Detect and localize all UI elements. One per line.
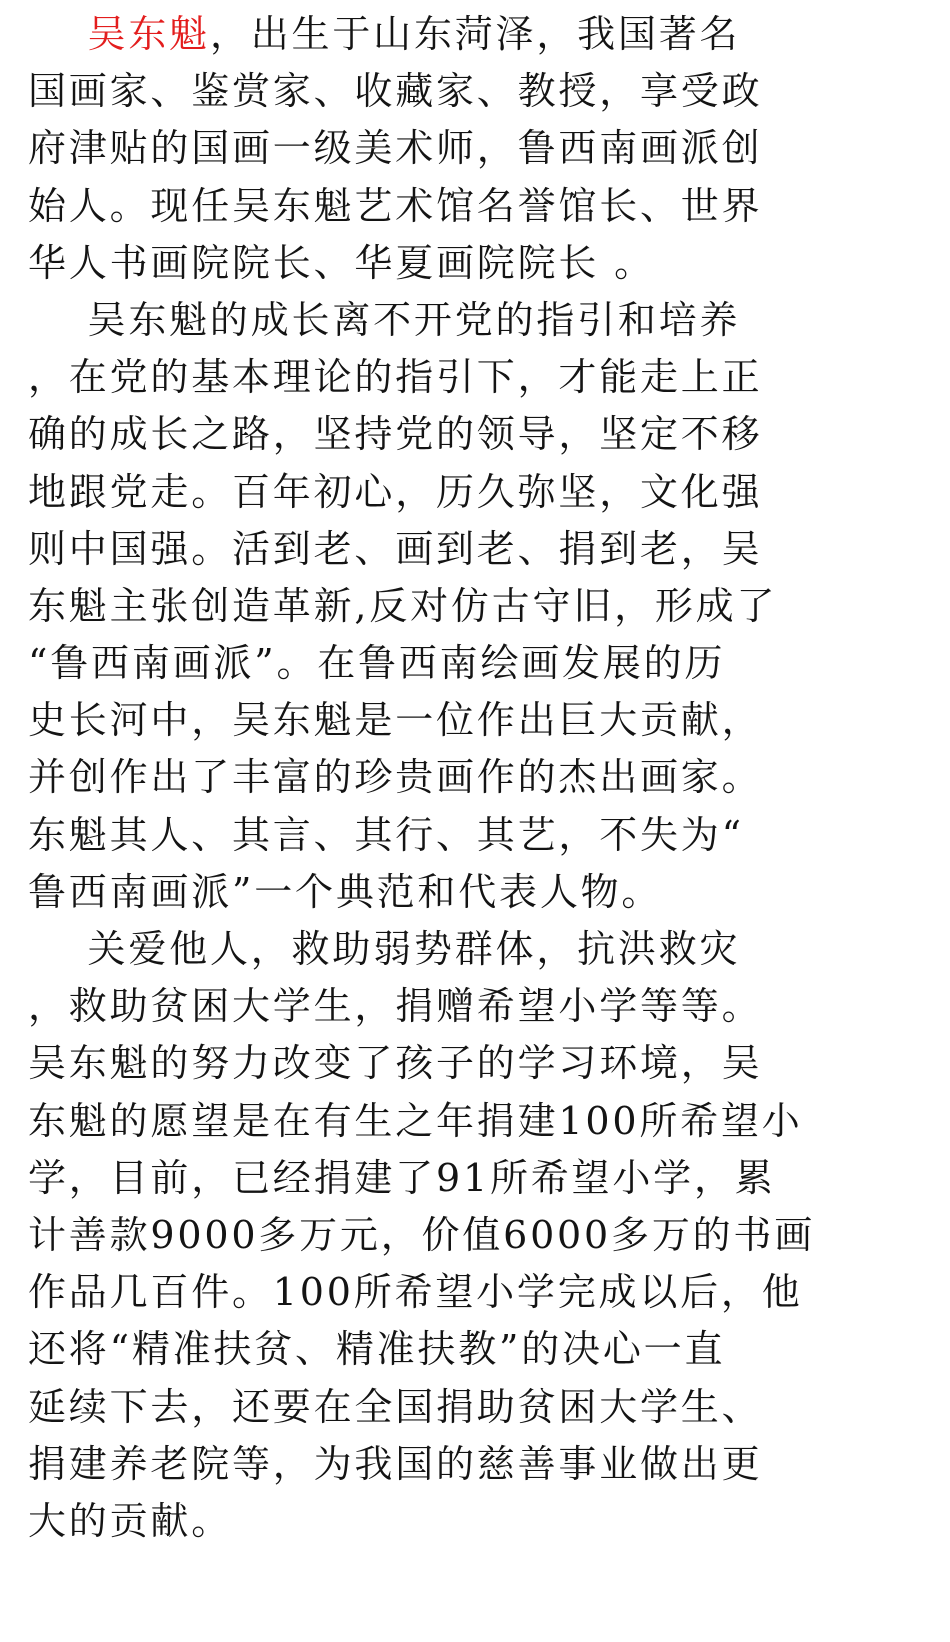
text-line-24: 还将“精准扶贫、精准扶教”的决心一直 <box>28 1327 726 1372</box>
text-line-6: 吴东魁的成长离不开党的指引和培养 <box>28 297 741 342</box>
text-line-4: 始人。现任吴东魁艺术馆名誉馆长、世界 <box>28 183 763 228</box>
text-line-9: 地跟党走。百年初心，历久弥坚，文化强 <box>28 469 763 514</box>
text-line-15: 东魁其人、其言、其行、其艺，不失为“ <box>28 812 744 857</box>
text-line-1 <box>28 6 930 63</box>
text-line-20: 东魁的愿望是在有生之年捐建100所希望小 <box>28 1098 803 1143</box>
text-line-14: 并创作出了丰富的珍贵画作的杰出画家。 <box>28 755 763 800</box>
text-line-19: 吴东魁的努力改变了孩子的学习环境，吴 <box>28 1041 763 1086</box>
text-line-25: 延续下去，还要在全国捐助贫困大学生、 <box>28 1384 763 1429</box>
text-line-16: 鲁西南画派”一个典范和代表人物。 <box>28 869 663 914</box>
text-line-27: 大的贡献。 <box>28 1498 233 1543</box>
highlighted-name: 吴东魁 <box>87 12 210 56</box>
text-line-18: ，救助贫困大学生，捐赠希望小学等等。 <box>28 984 763 1029</box>
text-line-17: 关爱他人，救助弱势群体，抗洪救灾 <box>28 927 741 971</box>
text-line-10: 则中国强。活到老、画到老、捐到老，吴 <box>28 526 763 571</box>
text-line-5: 华人书画院院长、华夏画院院长 。 <box>28 240 655 285</box>
text-line-8: 确的成长之路，坚持党的领导，坚定不移 <box>28 412 763 457</box>
text-line-13: 史长河中，吴东魁是一位作出巨大贡献， <box>28 698 763 743</box>
text-line-23: 作品几百件。100所希望小学完成以后，他 <box>28 1270 803 1315</box>
text-line-21: 学，目前，已经捐建了91所希望小学，累 <box>28 1155 776 1200</box>
text-line-11: 东魁主张创造革新,反对仿古守旧，形成了 <box>28 583 778 628</box>
text-line-26: 捐建养老院等，为我国的慈善事业做出更 <box>28 1441 763 1486</box>
text-line-12: “鲁西南画派”。在鲁西南绘画发展的历 <box>28 641 726 686</box>
text-line-3: 府津贴的国画一级美术师，鲁西南画派创 <box>28 126 763 171</box>
text-line-1-rest: ，出生于山东菏泽，我国著名 <box>209 12 741 56</box>
text-line-22: 计善款9000多万元，价值6000多万的书画 <box>28 1212 816 1257</box>
text-line-2: 国画家、鉴赏家、收藏家、教授，享受政 <box>28 69 763 114</box>
text-line-7: ，在党的基本理论的指引下，才能走上正 <box>28 355 763 400</box>
